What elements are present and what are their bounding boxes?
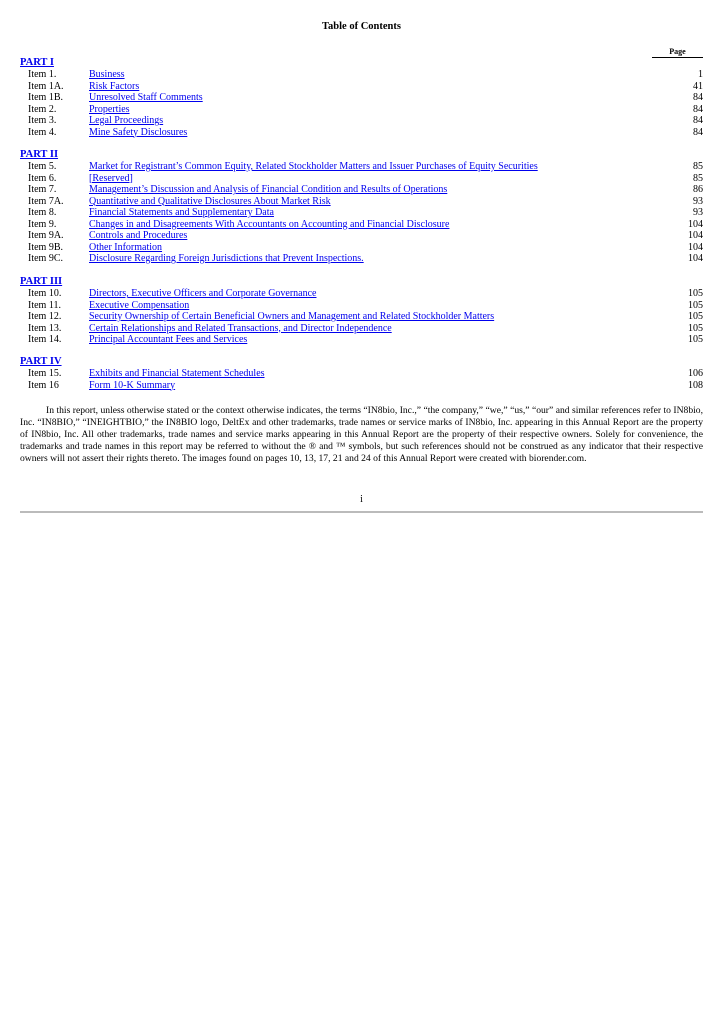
toc-row — [20, 242, 703, 254]
item-page: 104 — [688, 218, 703, 230]
item-link[interactable]: Risk Factors — [89, 80, 140, 92]
item-link[interactable]: Unresolved Staff Comments — [89, 92, 203, 103]
item-number: Item 12. — [28, 311, 62, 322]
toc-row — [20, 300, 703, 312]
item-page: 84 — [693, 115, 703, 126]
item-number: Item 10. — [28, 288, 62, 299]
toc-row — [20, 253, 703, 265]
item-number: Item 7A. — [28, 195, 64, 207]
item-link[interactable]: Changes in and Disagreements With Accountants on Accounting and Financial Disclosure — [89, 218, 450, 230]
toc-row — [20, 115, 703, 127]
page-number: i — [360, 494, 363, 505]
item-link[interactable]: Directors, Executive Officers and Corporate Governance — [89, 288, 317, 299]
item-link[interactable]: Market for Registrant’s Common Equity, Related Stockholder Matters and Issuer Purchases of Equity Securities — [89, 161, 538, 172]
item-link[interactable]: Security Ownership of Certain Beneficial Owners and Management and Related Stockholder Matters — [89, 311, 495, 322]
item-number: Item 9C. — [28, 253, 63, 264]
page-column-header: Page — [652, 47, 703, 58]
item-page: 108 — [688, 379, 703, 391]
toc-row — [20, 207, 703, 219]
item-link[interactable]: [Reserved] — [89, 172, 133, 184]
trademark-notice: In this report, unless otherwise stated or the context otherwise indicates, the terms “IN8bio, Inc.,” “the company,” “we,” “us,” “our” and similar references refer to IN8bio, Inc. “IN8BIO,” “INEIGHTBIO,” the IN8BIO logo, DeltEx and other trademarks, trade names or service marks of IN8bio, Inc. appearing in this Annual Report are the property of IN8bio, Inc. All other trademarks, trade names and service marks appearing in this Annual Report are the property of their respective owners. Solely for convenience, the trademarks and trade names in this report may be referred to without the ® and ™ symbols, but such references should not be construed as any indicator that their respective owners will not assert their rights thereto. The images found on pages 10, 13, 17, 21 and 24 of this Annual Report were created with biorender.com. — [20, 405, 703, 464]
item-page: 105 — [688, 299, 703, 311]
toc-row — [20, 104, 703, 116]
item-link[interactable]: Controls and Procedures — [89, 230, 188, 241]
item-number: Item 9B. — [28, 241, 63, 253]
item-page: 105 — [688, 311, 703, 322]
page-divider — [20, 511, 703, 513]
item-number: Item 6. — [28, 172, 57, 184]
part-3-section — [20, 276, 703, 346]
item-page: 104 — [688, 230, 703, 241]
item-page: 84 — [693, 126, 703, 138]
item-page: 106 — [688, 368, 703, 379]
item-link[interactable]: Executive Compensation — [89, 299, 190, 311]
item-number: Item 3. — [28, 115, 57, 126]
toc-row — [20, 173, 703, 185]
item-link[interactable]: Principal Accountant Fees and Services — [89, 334, 248, 345]
part-2-section — [20, 149, 703, 265]
item-link[interactable]: Mine Safety Disclosures — [89, 126, 188, 138]
item-page: 105 — [688, 288, 703, 299]
item-link[interactable]: Disclosure Regarding Foreign Jurisdictions that Prevent Inspections. — [89, 253, 364, 264]
part-2-link[interactable]: PART II — [20, 149, 59, 160]
part-4-section — [20, 356, 703, 391]
toc-row — [20, 184, 703, 196]
item-number: Item 1A. — [28, 80, 64, 92]
item-number: Item 4. — [28, 126, 57, 138]
item-number: Item 7. — [28, 184, 57, 195]
item-link[interactable]: Properties — [89, 103, 130, 115]
item-link[interactable]: Form 10-K Summary — [89, 379, 176, 391]
item-page: 85 — [693, 172, 703, 184]
item-number: Item 1B. — [28, 92, 63, 103]
item-page: 93 — [693, 207, 703, 218]
item-link[interactable]: Quantitative and Qualitative Disclosures About Market Risk — [89, 195, 331, 207]
toc-row — [20, 323, 703, 335]
item-number: Item 5. — [28, 161, 57, 172]
toc-row — [20, 311, 703, 323]
toc-row — [20, 219, 703, 231]
item-page: 105 — [688, 322, 703, 334]
item-link[interactable]: Legal Proceedings — [89, 115, 164, 126]
item-link[interactable]: Financial Statements and Supplementary Data — [89, 207, 274, 218]
toc-row — [20, 69, 703, 81]
item-number: Item 14. — [28, 334, 62, 345]
item-number: Item 2. — [28, 103, 57, 115]
item-link[interactable]: Exhibits and Financial Statement Schedules — [89, 368, 265, 379]
toc-row — [20, 196, 703, 208]
item-number: Item 9. — [28, 218, 57, 230]
item-page: 84 — [693, 103, 703, 115]
item-page: 104 — [688, 241, 703, 253]
toc-row — [20, 161, 703, 173]
toc-row — [20, 368, 703, 380]
item-page: 41 — [693, 80, 703, 92]
item-number: Item 1. — [28, 69, 57, 80]
item-page: 86 — [693, 184, 703, 195]
toc-row — [20, 81, 703, 93]
toc-row — [20, 92, 703, 104]
item-page: 84 — [693, 92, 703, 103]
item-page: 104 — [688, 253, 703, 264]
item-number: Item 16 — [28, 379, 59, 391]
item-page: 85 — [693, 161, 703, 172]
item-link[interactable]: Certain Relationships and Related Transactions, and Director Independence — [89, 322, 392, 334]
item-link[interactable]: Management’s Discussion and Analysis of Financial Condition and Results of Operations — [89, 184, 448, 195]
item-number: Item 8. — [28, 207, 57, 218]
part-3-link[interactable]: PART III — [20, 276, 63, 287]
item-number: Item 11. — [28, 299, 61, 311]
part-1-link[interactable]: PART I — [20, 57, 54, 68]
item-number: Item 13. — [28, 322, 62, 334]
toc-row — [20, 380, 703, 392]
item-page: 93 — [693, 195, 703, 207]
toc-row — [20, 230, 703, 242]
item-link[interactable]: Other Information — [89, 241, 163, 253]
item-link[interactable]: Business — [89, 69, 125, 80]
part-1-section — [20, 57, 703, 138]
item-number: Item 9A. — [28, 230, 64, 241]
item-number: Item 15. — [28, 368, 62, 379]
page-title: Table of Contents — [322, 21, 401, 32]
part-4-link[interactable]: PART IV — [20, 356, 62, 367]
item-page: 105 — [688, 334, 703, 345]
toc-row — [20, 288, 703, 300]
toc-row — [20, 127, 703, 139]
toc-row — [20, 334, 703, 346]
item-page: 1 — [698, 69, 703, 80]
